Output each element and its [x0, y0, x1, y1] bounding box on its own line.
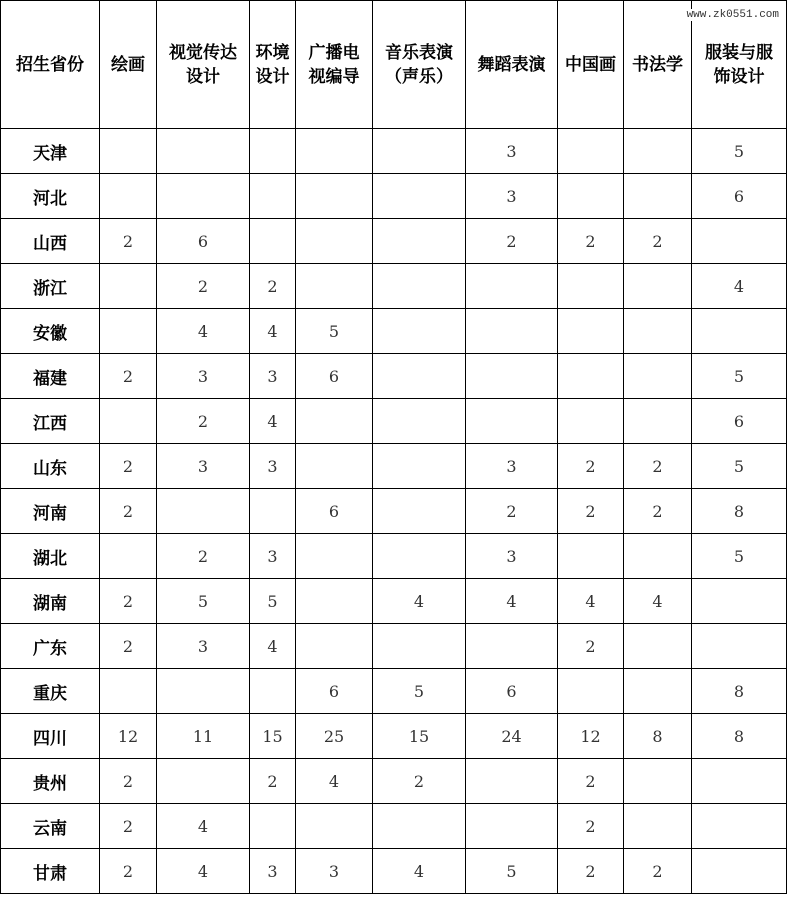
column-header: [100, 1, 157, 129]
table-body: [1, 129, 787, 894]
column-header-line: 设计: [255, 66, 290, 87]
quota-cell: 6: [157, 219, 250, 264]
province-cell: 甘肃: [1, 849, 100, 894]
column-header: [558, 1, 624, 129]
quota-cell: 3: [466, 534, 558, 579]
quota-cell: [558, 129, 624, 174]
province-cell: 河北: [1, 174, 100, 219]
quota-cell: 15: [250, 714, 296, 759]
province-cell: 湖南: [1, 579, 100, 624]
quota-cell: [100, 174, 157, 219]
column-header-line: 中国画: [565, 54, 616, 75]
header-row: [1, 1, 787, 129]
quota-cell: [624, 624, 692, 669]
quota-cell: 6: [296, 354, 373, 399]
column-header-line: 招生省份: [16, 54, 84, 75]
quota-cell: [692, 309, 787, 354]
column-header-line: 环境: [255, 42, 290, 63]
quota-cell: 3: [466, 174, 558, 219]
quota-cell: 4: [157, 309, 250, 354]
province-cell: 贵州: [1, 759, 100, 804]
quota-cell: [466, 309, 558, 354]
quota-cell: 5: [692, 444, 787, 489]
quota-cell: 3: [466, 444, 558, 489]
quota-cell: [296, 624, 373, 669]
quota-cell: 2: [100, 579, 157, 624]
table-row: [1, 714, 787, 759]
quota-cell: [558, 354, 624, 399]
table-row: [1, 534, 787, 579]
quota-cell: [624, 129, 692, 174]
province-cell: 湖北: [1, 534, 100, 579]
quota-cell: 2: [624, 489, 692, 534]
quota-cell: 3: [250, 444, 296, 489]
quota-cell: 2: [157, 264, 250, 309]
quota-cell: 4: [250, 309, 296, 354]
quota-cell: [296, 579, 373, 624]
quota-cell: 6: [692, 174, 787, 219]
table-row: [1, 399, 787, 444]
quota-cell: [157, 669, 250, 714]
quota-cell: 3: [466, 129, 558, 174]
quota-cell: 2: [100, 849, 157, 894]
table-row: [1, 624, 787, 669]
table-row: [1, 849, 787, 894]
quota-cell: [157, 759, 250, 804]
quota-cell: [250, 804, 296, 849]
quota-cell: [692, 759, 787, 804]
table-row: [1, 489, 787, 534]
quota-cell: 2: [100, 354, 157, 399]
quota-cell: [692, 624, 787, 669]
quota-cell: 2: [466, 219, 558, 264]
quota-cell: [373, 354, 466, 399]
quota-cell: [466, 624, 558, 669]
quota-cell: [296, 534, 373, 579]
province-cell: 四川: [1, 714, 100, 759]
quota-cell: 11: [157, 714, 250, 759]
quota-cell: 4: [296, 759, 373, 804]
column-header-line: 视编导: [308, 66, 360, 87]
quota-cell: 2: [373, 759, 466, 804]
quota-cell: [100, 399, 157, 444]
column-header-line: 视觉传达: [169, 42, 237, 63]
quota-cell: 4: [466, 579, 558, 624]
quota-cell: 24: [466, 714, 558, 759]
province-cell: 江西: [1, 399, 100, 444]
quota-cell: 2: [558, 804, 624, 849]
quota-cell: [296, 174, 373, 219]
quota-cell: 2: [624, 219, 692, 264]
quota-cell: [373, 219, 466, 264]
quota-cell: [624, 759, 692, 804]
quota-cell: [373, 804, 466, 849]
quota-cell: 6: [296, 489, 373, 534]
quota-cell: [624, 669, 692, 714]
quota-cell: 4: [692, 264, 787, 309]
quota-cell: 2: [558, 444, 624, 489]
quota-cell: 2: [157, 399, 250, 444]
column-header: [466, 1, 558, 129]
column-header-line: 饰设计: [713, 66, 765, 87]
quota-cell: [624, 399, 692, 444]
quota-cell: [250, 669, 296, 714]
quota-cell: [466, 399, 558, 444]
province-cell: 广东: [1, 624, 100, 669]
quota-cell: 2: [250, 759, 296, 804]
province-cell: 山西: [1, 219, 100, 264]
province-cell: 重庆: [1, 669, 100, 714]
column-header-line: 书法学: [632, 54, 683, 75]
quota-cell: 2: [558, 759, 624, 804]
column-header-line: 绘画: [111, 54, 145, 75]
quota-cell: 4: [157, 804, 250, 849]
column-header-line: （声乐）: [385, 66, 453, 87]
column-header-line: 音乐表演: [385, 42, 453, 63]
table-row: [1, 219, 787, 264]
column-header-line: 舞蹈表演: [477, 54, 546, 75]
quota-cell: 6: [466, 669, 558, 714]
quota-cell: [296, 804, 373, 849]
quota-cell: [558, 669, 624, 714]
quota-cell: [624, 804, 692, 849]
column-header: [373, 1, 466, 129]
quota-cell: 3: [296, 849, 373, 894]
quota-cell: 4: [373, 579, 466, 624]
province-cell: 安徽: [1, 309, 100, 354]
quota-cell: [296, 444, 373, 489]
quota-cell: [558, 174, 624, 219]
quota-cell: 3: [157, 624, 250, 669]
quota-cell: 5: [692, 129, 787, 174]
quota-cell: 4: [624, 579, 692, 624]
quota-cell: 2: [100, 759, 157, 804]
quota-cell: 12: [100, 714, 157, 759]
quota-cell: [100, 309, 157, 354]
province-cell: 天津: [1, 129, 100, 174]
quota-cell: [373, 309, 466, 354]
quota-cell: 8: [692, 489, 787, 534]
province-cell: 云南: [1, 804, 100, 849]
quota-cell: [250, 219, 296, 264]
province-cell: 河南: [1, 489, 100, 534]
quota-cell: [692, 579, 787, 624]
quota-cell: 2: [100, 489, 157, 534]
quota-cell: 4: [558, 579, 624, 624]
quota-cell: [250, 174, 296, 219]
table-row: [1, 669, 787, 714]
table-row: [1, 804, 787, 849]
quota-cell: [100, 264, 157, 309]
quota-cell: 2: [466, 489, 558, 534]
quota-cell: [373, 174, 466, 219]
quota-cell: [466, 264, 558, 309]
quota-cell: 4: [373, 849, 466, 894]
quota-cell: 5: [692, 534, 787, 579]
table-row: [1, 174, 787, 219]
column-header: [624, 1, 692, 129]
quota-cell: 5: [373, 669, 466, 714]
column-header: [1, 1, 100, 129]
quota-cell: [296, 219, 373, 264]
quota-cell: 8: [692, 714, 787, 759]
quota-cell: [624, 534, 692, 579]
table-row: [1, 129, 787, 174]
quota-cell: 5: [250, 579, 296, 624]
quota-cell: 2: [100, 219, 157, 264]
quota-cell: [692, 849, 787, 894]
quota-cell: [558, 309, 624, 354]
quota-cell: 4: [157, 849, 250, 894]
quota-cell: 2: [558, 624, 624, 669]
quota-cell: [157, 489, 250, 534]
quota-cell: [624, 264, 692, 309]
quota-cell: 4: [250, 399, 296, 444]
table-row: [1, 354, 787, 399]
table-row: [1, 759, 787, 804]
watermark-text: www.zk0551.com: [686, 9, 779, 21]
quota-cell: 3: [250, 354, 296, 399]
quota-cell: [624, 309, 692, 354]
province-cell: 浙江: [1, 264, 100, 309]
quota-cell: [296, 264, 373, 309]
quota-cell: [100, 129, 157, 174]
quota-cell: 12: [558, 714, 624, 759]
column-header: [296, 1, 373, 129]
quota-cell: 2: [624, 849, 692, 894]
table-row: [1, 309, 787, 354]
quota-cell: 5: [157, 579, 250, 624]
quota-cell: [466, 759, 558, 804]
quota-cell: 3: [250, 534, 296, 579]
quota-cell: 4: [250, 624, 296, 669]
quota-cell: 3: [157, 444, 250, 489]
quota-cell: [692, 219, 787, 264]
quota-cell: [373, 489, 466, 534]
quota-cell: 15: [373, 714, 466, 759]
quota-cell: 25: [296, 714, 373, 759]
quota-cell: [100, 534, 157, 579]
quota-cell: 8: [624, 714, 692, 759]
quota-cell: [692, 804, 787, 849]
province-cell: 福建: [1, 354, 100, 399]
quota-cell: [624, 174, 692, 219]
quota-cell: [558, 399, 624, 444]
quota-cell: [157, 129, 250, 174]
column-header: [157, 1, 250, 129]
quota-cell: 2: [558, 219, 624, 264]
quota-cell: 2: [100, 444, 157, 489]
quota-cell: [558, 534, 624, 579]
quota-cell: [373, 444, 466, 489]
quota-cell: 2: [558, 849, 624, 894]
quota-cell: 5: [296, 309, 373, 354]
quota-cell: 6: [296, 669, 373, 714]
quota-cell: [373, 264, 466, 309]
quota-cell: 2: [624, 444, 692, 489]
quota-cell: 6: [692, 399, 787, 444]
quota-cell: [250, 129, 296, 174]
quota-cell: [558, 264, 624, 309]
table-row: [1, 579, 787, 624]
quota-cell: 3: [157, 354, 250, 399]
column-header: [250, 1, 296, 129]
quota-cell: [296, 129, 373, 174]
column-header-line: 服装与服: [705, 42, 773, 63]
table-row: [1, 444, 787, 489]
quota-cell: 8: [692, 669, 787, 714]
column-header-line: 设计: [186, 66, 220, 87]
quota-cell: [296, 399, 373, 444]
quota-cell: 2: [250, 264, 296, 309]
quota-cell: [466, 354, 558, 399]
province-cell: 山东: [1, 444, 100, 489]
quota-cell: 2: [100, 804, 157, 849]
quota-cell: [250, 489, 296, 534]
quota-cell: 2: [100, 624, 157, 669]
quota-cell: [466, 804, 558, 849]
quota-cell: [373, 624, 466, 669]
quota-cell: 5: [466, 849, 558, 894]
quota-cell: 3: [250, 849, 296, 894]
quota-cell: [624, 354, 692, 399]
quota-cell: 2: [558, 489, 624, 534]
quota-cell: 5: [692, 354, 787, 399]
table-row: [1, 264, 787, 309]
quota-cell: [373, 129, 466, 174]
quota-cell: 2: [157, 534, 250, 579]
quota-cell: [373, 399, 466, 444]
quota-cell: [373, 534, 466, 579]
quota-cell: [157, 174, 250, 219]
quota-cell: [100, 669, 157, 714]
column-header-line: 广播电: [308, 42, 360, 63]
